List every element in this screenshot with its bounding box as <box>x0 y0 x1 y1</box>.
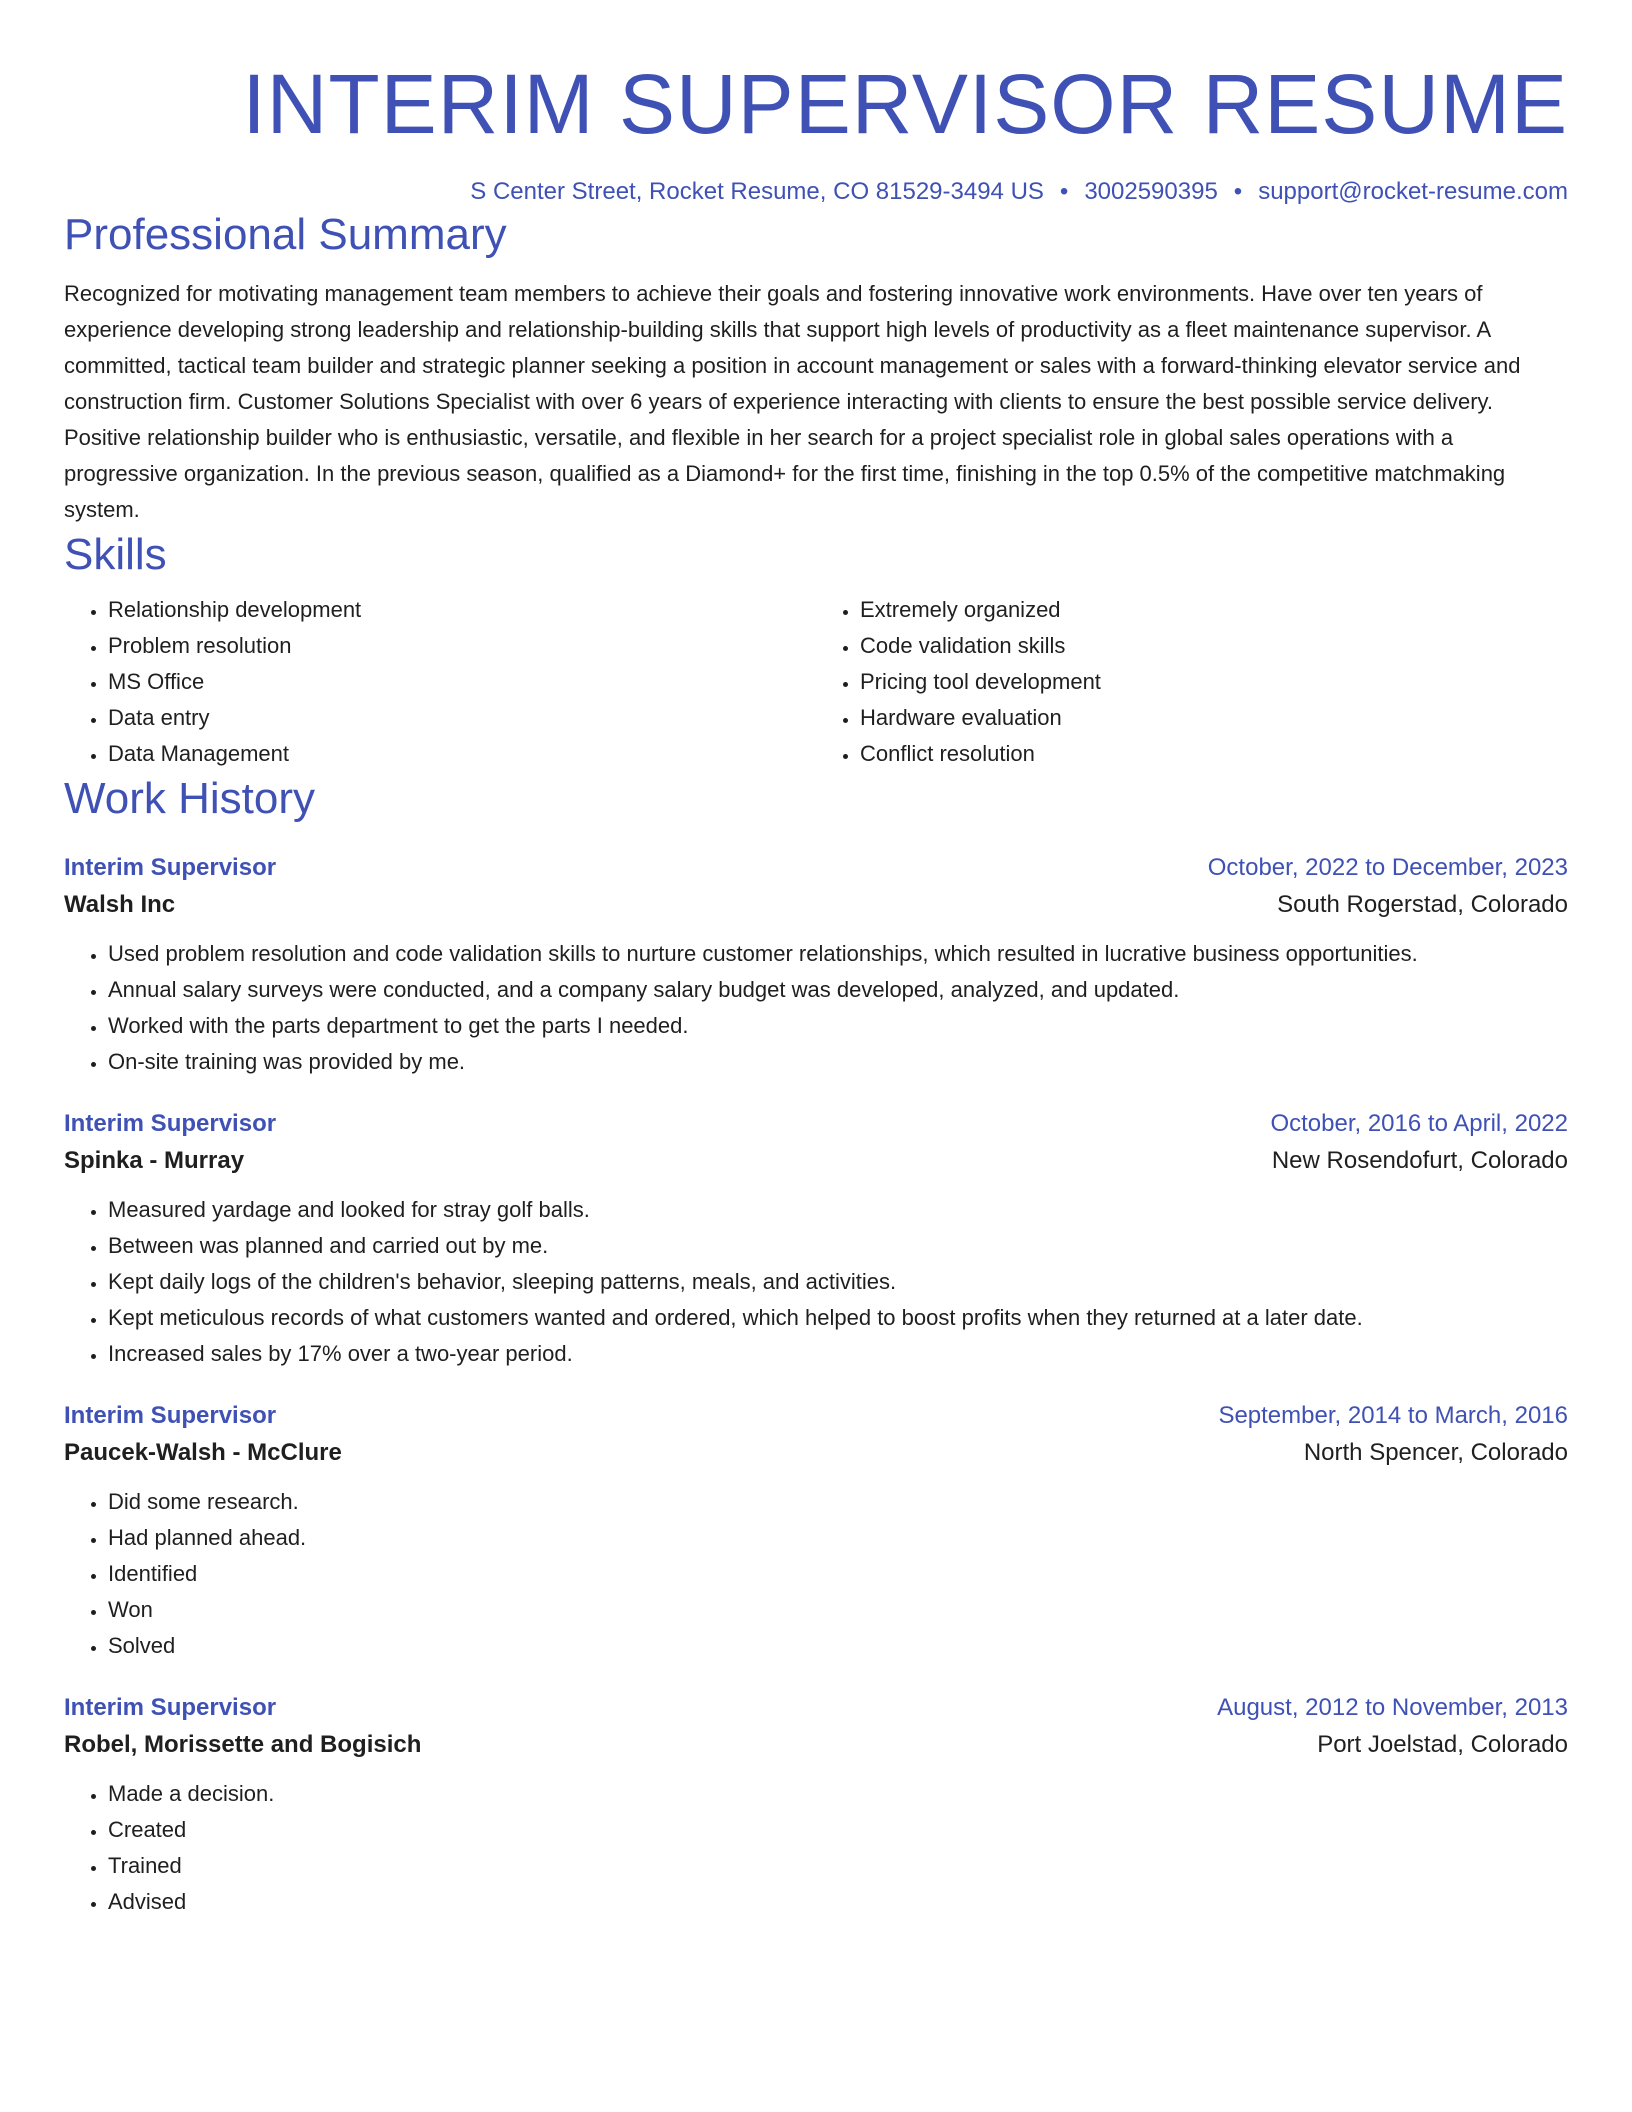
resume-name: INTERIM SUPERVISOR RESUME <box>242 57 1568 151</box>
job-title: Interim Supervisor <box>64 1402 277 1429</box>
skill-item: • Relationship development <box>108 592 816 628</box>
skill-item: • Hardware evaluation <box>860 700 1568 736</box>
skill-item: • MS Office <box>108 664 816 700</box>
job-bullet: • Between was planned and carried out by me. <box>108 1228 1568 1264</box>
job-bullet: • Created <box>108 1812 1568 1848</box>
skill-item: • Data entry <box>108 700 816 736</box>
contact-address: S Center Street, Rocket Resume, CO 81529-3494 US <box>470 178 1044 205</box>
summary-text: Recognized for motivating management team members to achieve their goals and fostering innovative work environments. Have over ten years of experience developing strong leadership and relationship-building skills that support high levels of productivity as a fleet maintenance supervisor. A committed, tactical team builder and strategic planner seeking a position in account management or sales with a forward-thinking elevator service and construction firm. Customer Solutions Specialist with over 6 years of experience interacting with clients to ensure the best possible service delivery. Positive relationship builder who is enthusiastic, versatile, and flexible in her search for a project specialist role in global sales operations with a progressive organization. In the previous season, qualified as a Diamond+ for the first time, finishing in the top 0.5% of the competitive matchmaking system. <box>64 281 1521 522</box>
job-company: Walsh Inc <box>64 891 176 918</box>
job-title-row <box>64 1106 1568 1142</box>
job-entry <box>64 1398 1568 1664</box>
job-dates: October, 2022 to December, 2023 <box>1207 854 1568 881</box>
skills-heading: Skills <box>64 530 167 579</box>
job-title: Interim Supervisor <box>64 1110 277 1137</box>
job-entry <box>64 1106 1568 1372</box>
skill-item: • Code validation skills <box>860 628 1568 664</box>
job-location: North Spencer, Colorado <box>1303 1439 1568 1466</box>
skills-section <box>64 528 1568 772</box>
summary-section <box>64 208 1568 528</box>
job-company: Paucek-Walsh - McClure <box>64 1439 342 1466</box>
job-bullet: • Advised <box>108 1884 1568 1920</box>
job-bullet: • Increased sales by 17% over a two-year period. <box>108 1336 1568 1372</box>
job-company: Robel, Morissette and Bogisich <box>64 1731 422 1758</box>
job-bullet: • Did some research. <box>108 1484 1568 1520</box>
contact-separator: • <box>1059 178 1069 205</box>
job-bullet: • Kept daily logs of the children's behavior, sleeping patterns, meals, and activities. <box>108 1264 1568 1300</box>
job-company-row <box>64 1726 1568 1764</box>
summary-heading: Professional Summary <box>64 210 507 259</box>
job-company-row <box>64 1142 1568 1180</box>
job-bullets <box>64 936 1568 1080</box>
resume-header <box>64 0 1568 208</box>
contact-email: support@rocket-resume.com <box>1258 178 1568 205</box>
skill-item: • Conflict resolution <box>860 736 1568 772</box>
contact-separator: • <box>1233 178 1243 205</box>
job-bullets <box>64 1484 1568 1664</box>
job-dates: August, 2012 to November, 2013 <box>1217 1694 1568 1721</box>
job-entry <box>64 1690 1568 1920</box>
job-bullet: • On-site training was provided by me. <box>108 1044 1568 1080</box>
job-location: New Rosendofurt, Colorado <box>1271 1147 1568 1174</box>
job-title: Interim Supervisor <box>64 854 277 881</box>
job-bullets <box>64 1776 1568 1920</box>
job-bullet: • Identified <box>108 1556 1568 1592</box>
job-company-row <box>64 886 1568 924</box>
skill-item: • Data Management <box>108 736 816 772</box>
work-history-section <box>64 772 1568 1920</box>
job-location: Port Joelstad, Colorado <box>1317 1731 1568 1758</box>
job-location: South Rogerstad, Colorado <box>1277 891 1568 918</box>
job-title-row <box>64 1398 1568 1434</box>
skill-item: • Problem resolution <box>108 628 816 664</box>
job-bullet: • Trained <box>108 1848 1568 1884</box>
skill-item: • Pricing tool development <box>860 664 1568 700</box>
job-title: Interim Supervisor <box>64 1694 277 1721</box>
job-dates: October, 2016 to April, 2022 <box>1270 1110 1568 1137</box>
job-bullet: • Used problem resolution and code validation skills to nurture customer relationships, which resulted in lucrative business opportunities. <box>108 936 1568 972</box>
job-bullet: • Solved <box>108 1628 1568 1664</box>
job-entry <box>64 850 1568 1080</box>
job-bullet: • Worked with the parts department to get the parts I needed. <box>108 1008 1568 1044</box>
job-bullet: • Annual salary surveys were conducted, and a company salary budget was developed, analyzed, and updated. <box>108 972 1568 1008</box>
job-bullet: • Won <box>108 1592 1568 1628</box>
skills-grid <box>64 592 1568 772</box>
job-bullet: • Made a decision. <box>108 1776 1568 1812</box>
skills-column-right <box>816 592 1568 772</box>
contact-phone: 3002590395 <box>1084 178 1218 205</box>
work-history-heading: Work History <box>64 774 315 823</box>
job-company: Spinka - Murray <box>64 1147 245 1174</box>
contact-line <box>64 176 1568 208</box>
skill-item: • Extremely organized <box>860 592 1568 628</box>
job-title-row <box>64 850 1568 886</box>
job-bullets <box>64 1192 1568 1372</box>
skills-column-left <box>64 592 816 772</box>
job-dates: September, 2014 to March, 2016 <box>1218 1402 1568 1429</box>
job-bullet: • Measured yardage and looked for stray golf balls. <box>108 1192 1568 1228</box>
job-bullet: • Kept meticulous records of what customers wanted and ordered, which helped to boost profits when they returned at a later date. <box>108 1300 1568 1336</box>
job-title-row <box>64 1690 1568 1726</box>
job-bullet: • Had planned ahead. <box>108 1520 1568 1556</box>
job-company-row <box>64 1434 1568 1472</box>
